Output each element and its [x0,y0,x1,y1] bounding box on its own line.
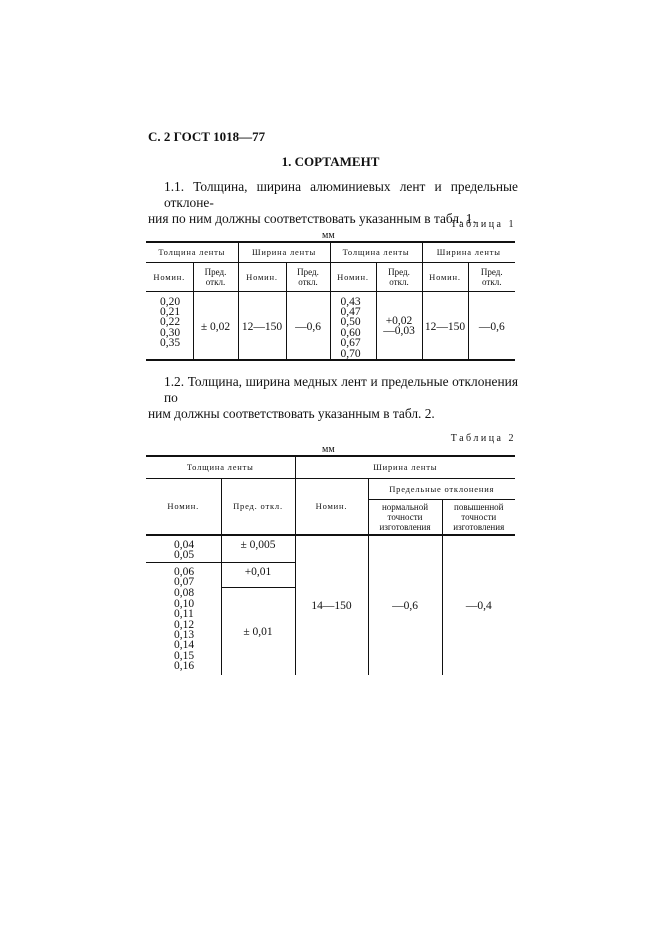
t1-thickness-values-right: 0,43 0,47 0,50 0,60 0,67 0,70 [330,291,376,360]
t2-dev-group-2: +0,01 [221,562,295,587]
t2-high-dev: —0,4 [442,535,515,675]
table-2 [146,455,515,675]
t1-header-dev: Пред. откл. [468,262,515,291]
table-2-unit: мм [322,444,335,455]
t1-width-nomin-right: 12—150 [422,291,468,360]
t2-dev-group-3: ± 0,01 [221,587,295,675]
paragraph-1-1-line-2: ния по ним должны соответствовать указанным в табл. 1. [148,211,476,226]
t2-header-limits: Предельные отклонения [368,478,515,499]
t1-width-dev-left: —0,6 [286,291,330,360]
t2-header-dev: Пред. откл. [221,478,295,535]
t2-header-width-nomin: Номин. [295,478,368,535]
paragraph-1-1-line-1: 1.1. Толщина, ширина алюминиевых лент и предельные отклоне- [164,179,518,210]
page-header: С. 2 ГОСТ 1018—77 [148,129,266,144]
t1-header-thickness-right: Толщина ленты [330,242,422,262]
t2-values-group-1: 0,04 0,05 [146,535,221,562]
table-2-caption: Таблица 2 [450,433,516,444]
t1-header-dev: Пред. откл. [376,262,422,291]
t1-header-nomin: Номин. [146,262,193,291]
t2-header-normal: нормальной точности изготовления [368,499,442,535]
t1-width-nomin-left: 12—150 [238,291,286,360]
t2-header-high: повышенной точности изготовления [442,499,515,535]
t1-width-dev-right: —0,6 [468,291,515,360]
t2-values-group-3: 0,08 0,10 0,11 0,12 0,13 0,14 0,15 0,16 [146,587,221,675]
t1-header-nomin: Номин. [330,262,376,291]
t1-thickness-dev-right: +0,02 —0,03 [376,291,422,360]
t1-thickness-values-left: 0,20 0,21 0,22 0,30 0,35 [146,291,193,360]
table-1-caption: Таблица 1 [450,219,516,230]
t1-header-width-left: Ширина ленты [238,242,330,262]
t1-header-width-right: Ширина ленты [422,242,515,262]
t1-header-dev: Пред. откл. [286,262,330,291]
t2-header-nomin: Номин. [146,478,221,535]
table-1-unit: мм [322,230,335,241]
t2-dev-group-1: ± 0,005 [221,535,295,562]
t2-values-group-2: 0,06 0,07 [146,562,221,587]
paragraph-1-2-line-2: ним должны соответствовать указанным в табл. 2. [148,406,435,421]
t2-width-nomin: 14—150 [295,535,368,675]
table-1 [146,241,515,361]
t2-header-thickness: Толщина ленты [146,456,295,478]
t2-header-width: Ширина ленты [295,456,515,478]
t1-header-nomin: Номин. [422,262,468,291]
t1-header-dev: Пред. откл. [193,262,238,291]
t1-header-nomin: Номин. [238,262,286,291]
t2-normal-dev: —0,6 [368,535,442,675]
t1-thickness-dev-left: ± 0,02 [193,291,238,360]
section-title: 1. СОРТАМЕНТ [281,154,380,169]
paragraph-1-2 [148,374,518,422]
paragraph-1-2-line-1: 1.2. Толщина, ширина медных лент и предельные отклонения по [164,374,518,405]
t1-header-thickness-left: Толщина ленты [146,242,238,262]
